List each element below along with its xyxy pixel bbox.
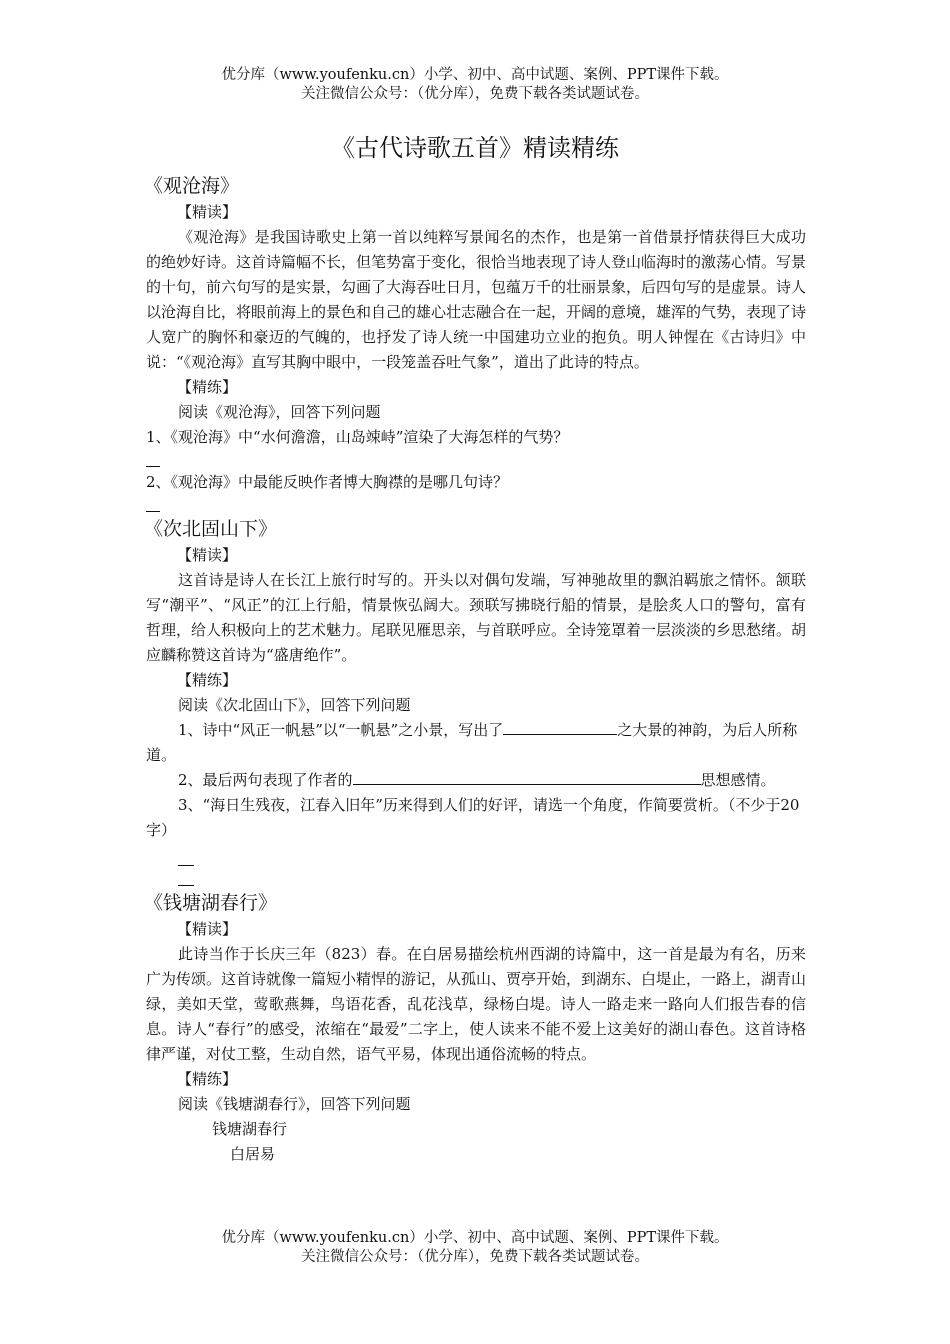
footer-line-1: 优分库（www.youfenku.cn）小学、初中、高中试题、案例、PPT课件下载。 [221,1230,729,1246]
footer-line-2: 关注微信公众号：（优分库），免费下载各类试题试卷。 [301,1249,649,1265]
fill-blank[interactable] [503,718,617,735]
document-body [146,172,806,1167]
answer-line [146,869,806,889]
practice-label: 【精练】 [177,378,238,396]
header-line-2: 关注微信公众号：（优分库），免费下载各类试题试卷。 [301,86,649,102]
poem-author: 白居易 [230,1145,276,1163]
question-1-text: 1、诗中“风正一帆悬”以“一帆悬”之小景，写出了 [178,721,504,739]
practice-instruction: 阅读《钱塘湖春行》，回答下列问题 [178,1095,411,1113]
read-paragraph: 这首诗是诗人在长江上旅行时写的。开头以对偶句发端，写神驰故里的飘泊羁旅之情怀。颔联写“潮平”、“风正”的江上行船，情景恢弘阔大。颈联写拂晓行船的情景，是脍炙人口的警句，富有哲理，给人积极向上的艺术魅力。尾联见雁思亲，与首联呼应。全诗笼罩着一层淡淡的乡思愁绪。胡应麟称赞这首诗为“盛唐绝作”。 [146,571,807,664]
read-paragraph: 此诗当作于长庆三年（823）春。在白居易描绘杭州西湖的诗篇中，这一首是最为有名，历来广为传颂。这首诗就像一篇短小精悍的游记，从孤山、贾亭开始，到湖东、白堤止，一路上，湖青山绿，美如天堂，莺歌燕舞，鸟语花香，乱花浅草，绿杨白堤。诗人一路走来一路向人们报告春的信息。诗人“春行”的感受，浓缩在“最爱”二字上，使人读来不能不爱上这美好的湖山春色。这首诗格律严谨，对仗工整，生动自然，语气平易，体现出通俗流畅的特点。 [146,945,807,1063]
answer-line [146,450,806,470]
question-2-text-end: 思想感情。 [700,771,776,789]
read-label: 【精读】 [177,920,238,938]
question-1 [146,718,806,768]
answer-line [146,849,806,869]
section-title-cibeigushanxia: 《次北固山下》 [144,518,278,540]
read-label: 【精读】 [177,546,238,564]
practice-label: 【精练】 [177,1070,238,1088]
page-footer [0,1229,950,1267]
practice-instruction: 阅读《观沧海》，回答下列问题 [178,403,381,421]
question-1: 1、《观沧海》中“水何澹澹，山岛竦峙”渲染了大海怎样的气势？ [146,428,569,446]
answer-line [146,495,806,515]
document-title: 《古代诗歌五首》精读精练 [331,134,619,162]
practice-instruction: 阅读《次北固山下》，回答下列问题 [178,696,411,714]
poem-title: 钱塘湖春行 [212,1120,288,1138]
question-2 [146,768,806,793]
read-label: 【精读】 [177,203,238,221]
practice-label: 【精练】 [177,671,238,689]
read-paragraph: 《观沧海》是我国诗歌史上第一首以纯粹写景闻名的杰作，也是第一首借景抒情获得巨大成功的绝妙好诗。这首诗篇幅不长，但笔势富于变化，很恰当地表现了诗人登山临海时的激荡心情。写景的十句，前六句写的是实景，勾画了大海吞吐日月，包蕴万千的壮丽景象，后四句写的是虚景。诗人以沧海自比，将眼前海上的景色和自己的雄心壮志融合在一起，开阔的意境，雄浑的气势，表现了诗人宽广的胸怀和豪迈的气魄的，也抒发了诗人统一中国建功立业的抱负。明人钟惺在《古诗归》中说：“《观沧海》直写其胸中眼中，一段笼盖吞吐气象”，道出了此诗的特点。 [146,228,807,371]
question-2: 2、《观沧海》中最能反映作者博大胸襟的是哪几句诗？ [146,473,509,491]
header-line-1: 优分库（www.youfenku.cn）小学、初中、高中试题、案例、PPT课件下载。 [221,67,729,83]
question-3: 3、“海日生残夜，江春入旧年”历来得到人们的好评，请选一个角度，作简要赏析。（不少于20字） [146,796,800,839]
question-1-text-end: 之大景的神韵，为后人所称道。 [146,721,798,764]
section-title-guancanghai: 《观沧海》 [144,175,240,197]
section-title-qiantanghuchunxing: 《钱塘湖春行》 [144,892,278,914]
question-2-text: 2、最后两句表现了作者的 [178,771,353,789]
fill-blank[interactable] [353,768,701,785]
page-header [0,66,950,104]
